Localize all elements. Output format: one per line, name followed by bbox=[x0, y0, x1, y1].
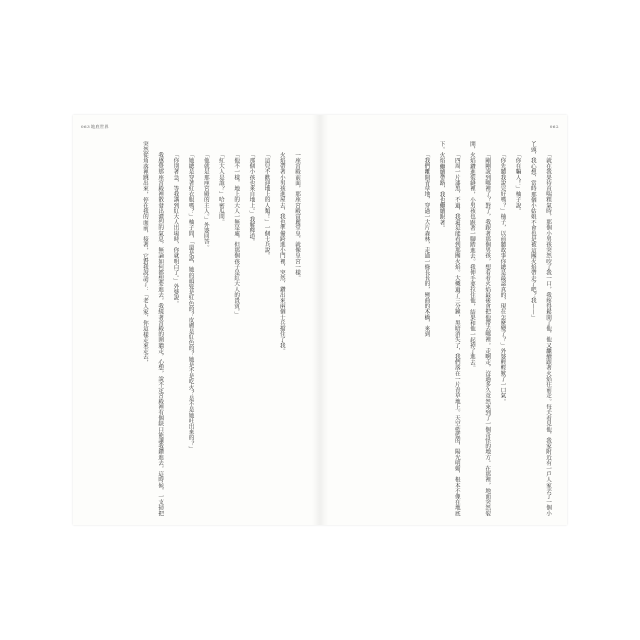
running-title: 地底世界 bbox=[91, 124, 109, 129]
paragraph: 「他不一樣，地上的大人一無是處，但那個孩子是紅大人的貴賓。」 bbox=[233, 152, 240, 318]
paragraph: 我感覺那座宮殿裡散發出濃烈的氣息，無論如何都想要進去。我繞著宮殿的圍牆走，心想，說不定宮殿裡有個缺口能讓我鑽進去。這時候，一支掃把突然從角落裡跳出來，停在我的面前，接著，它對我說話了：「老人家，你這樣走來走去， bbox=[141, 141, 164, 517]
left-page-body bbox=[86, 141, 304, 517]
left-page bbox=[73, 115, 320, 525]
paragraph: 「紅大人是誰？」哈密瓜問。 bbox=[217, 152, 224, 225]
paragraph: 「四周一片漆黑，不過，我還是能看到那團火焰。大概過了三分鐘，黑暗消失了，我們落在一片青草地上。天空藍藍的，陽光明媚，根本不像在地底下。火焰繼續帶路，我也繼續跟著。 bbox=[438, 141, 460, 517]
book-spread bbox=[73, 115, 567, 525]
paragraph: 「就在我果待直喘粗氣時，那個小男孩突然咬了我一口，我疼得鬆開了他，他又繼續跟著火焰往前走。每天看見他，我家附近有一戶人家丟了一個小丫頭，我心想，當時那個小姑娘不會也是被這團火焰帶走了吧？我——」 bbox=[529, 141, 551, 517]
paragraph: 「那個小孩也來自地上。」我解釋道。 bbox=[248, 152, 255, 245]
paragraph: 「我們離開青草地，穿過一大片森林，走過一條長長的，彎曲的木橋，來到 bbox=[423, 152, 430, 337]
right-page-body bbox=[331, 141, 555, 517]
paragraph: 「她總是穿著紅衣服嗎？」柚子問，「還是說，她的頭髮是紅色的？皮膚是紅色的？她是不是吃火？是不是她吐出來的？」 bbox=[187, 152, 194, 452]
paragraph: 「剛剛說到哪裡了？對了，我跟著那個男孩，想看看火焰最後會把他帶去哪裡。走啊走，沒過多久竟然來到了一個奇怪的地方。在那裡，地面突然裂開，火焰鑽進裂縫裡，小男孩也跟著一腳踏進去。我伸手要拉住他，結果和他一起掉了進去。 bbox=[468, 141, 491, 517]
paragraph: 火焰帶著小男孩進屋去，我也準備跨進小門裡，突然，鑽出來兩個士兵擋住了我。 bbox=[278, 152, 285, 354]
paragraph: 「你在騙人！」柚子說。 bbox=[514, 152, 521, 214]
paragraph: 一座宮殿前面，那座宮殿富麗堂皇，就像皇宮一樣。 bbox=[294, 152, 300, 281]
paragraph: 「這兒不歡迎地上的人類！」一個士兵說。 bbox=[263, 152, 270, 259]
right-page bbox=[320, 115, 567, 525]
right-page-number: 062 bbox=[549, 124, 559, 129]
paragraph: 「他就是那座宮殿的主人。」外婆回答。 bbox=[202, 152, 209, 251]
paragraph: 「你別著急，等我講到紅大人出場時，你就明白了。」外婆說。 bbox=[172, 152, 179, 307]
left-page-number: 063 bbox=[81, 124, 91, 129]
paragraph: 「你先聽我說完好嗎？」柚子，以前聽故事你總是最認真的，現在怎麼變了？」外婆輕輕歎了一口氣。 bbox=[499, 152, 506, 405]
